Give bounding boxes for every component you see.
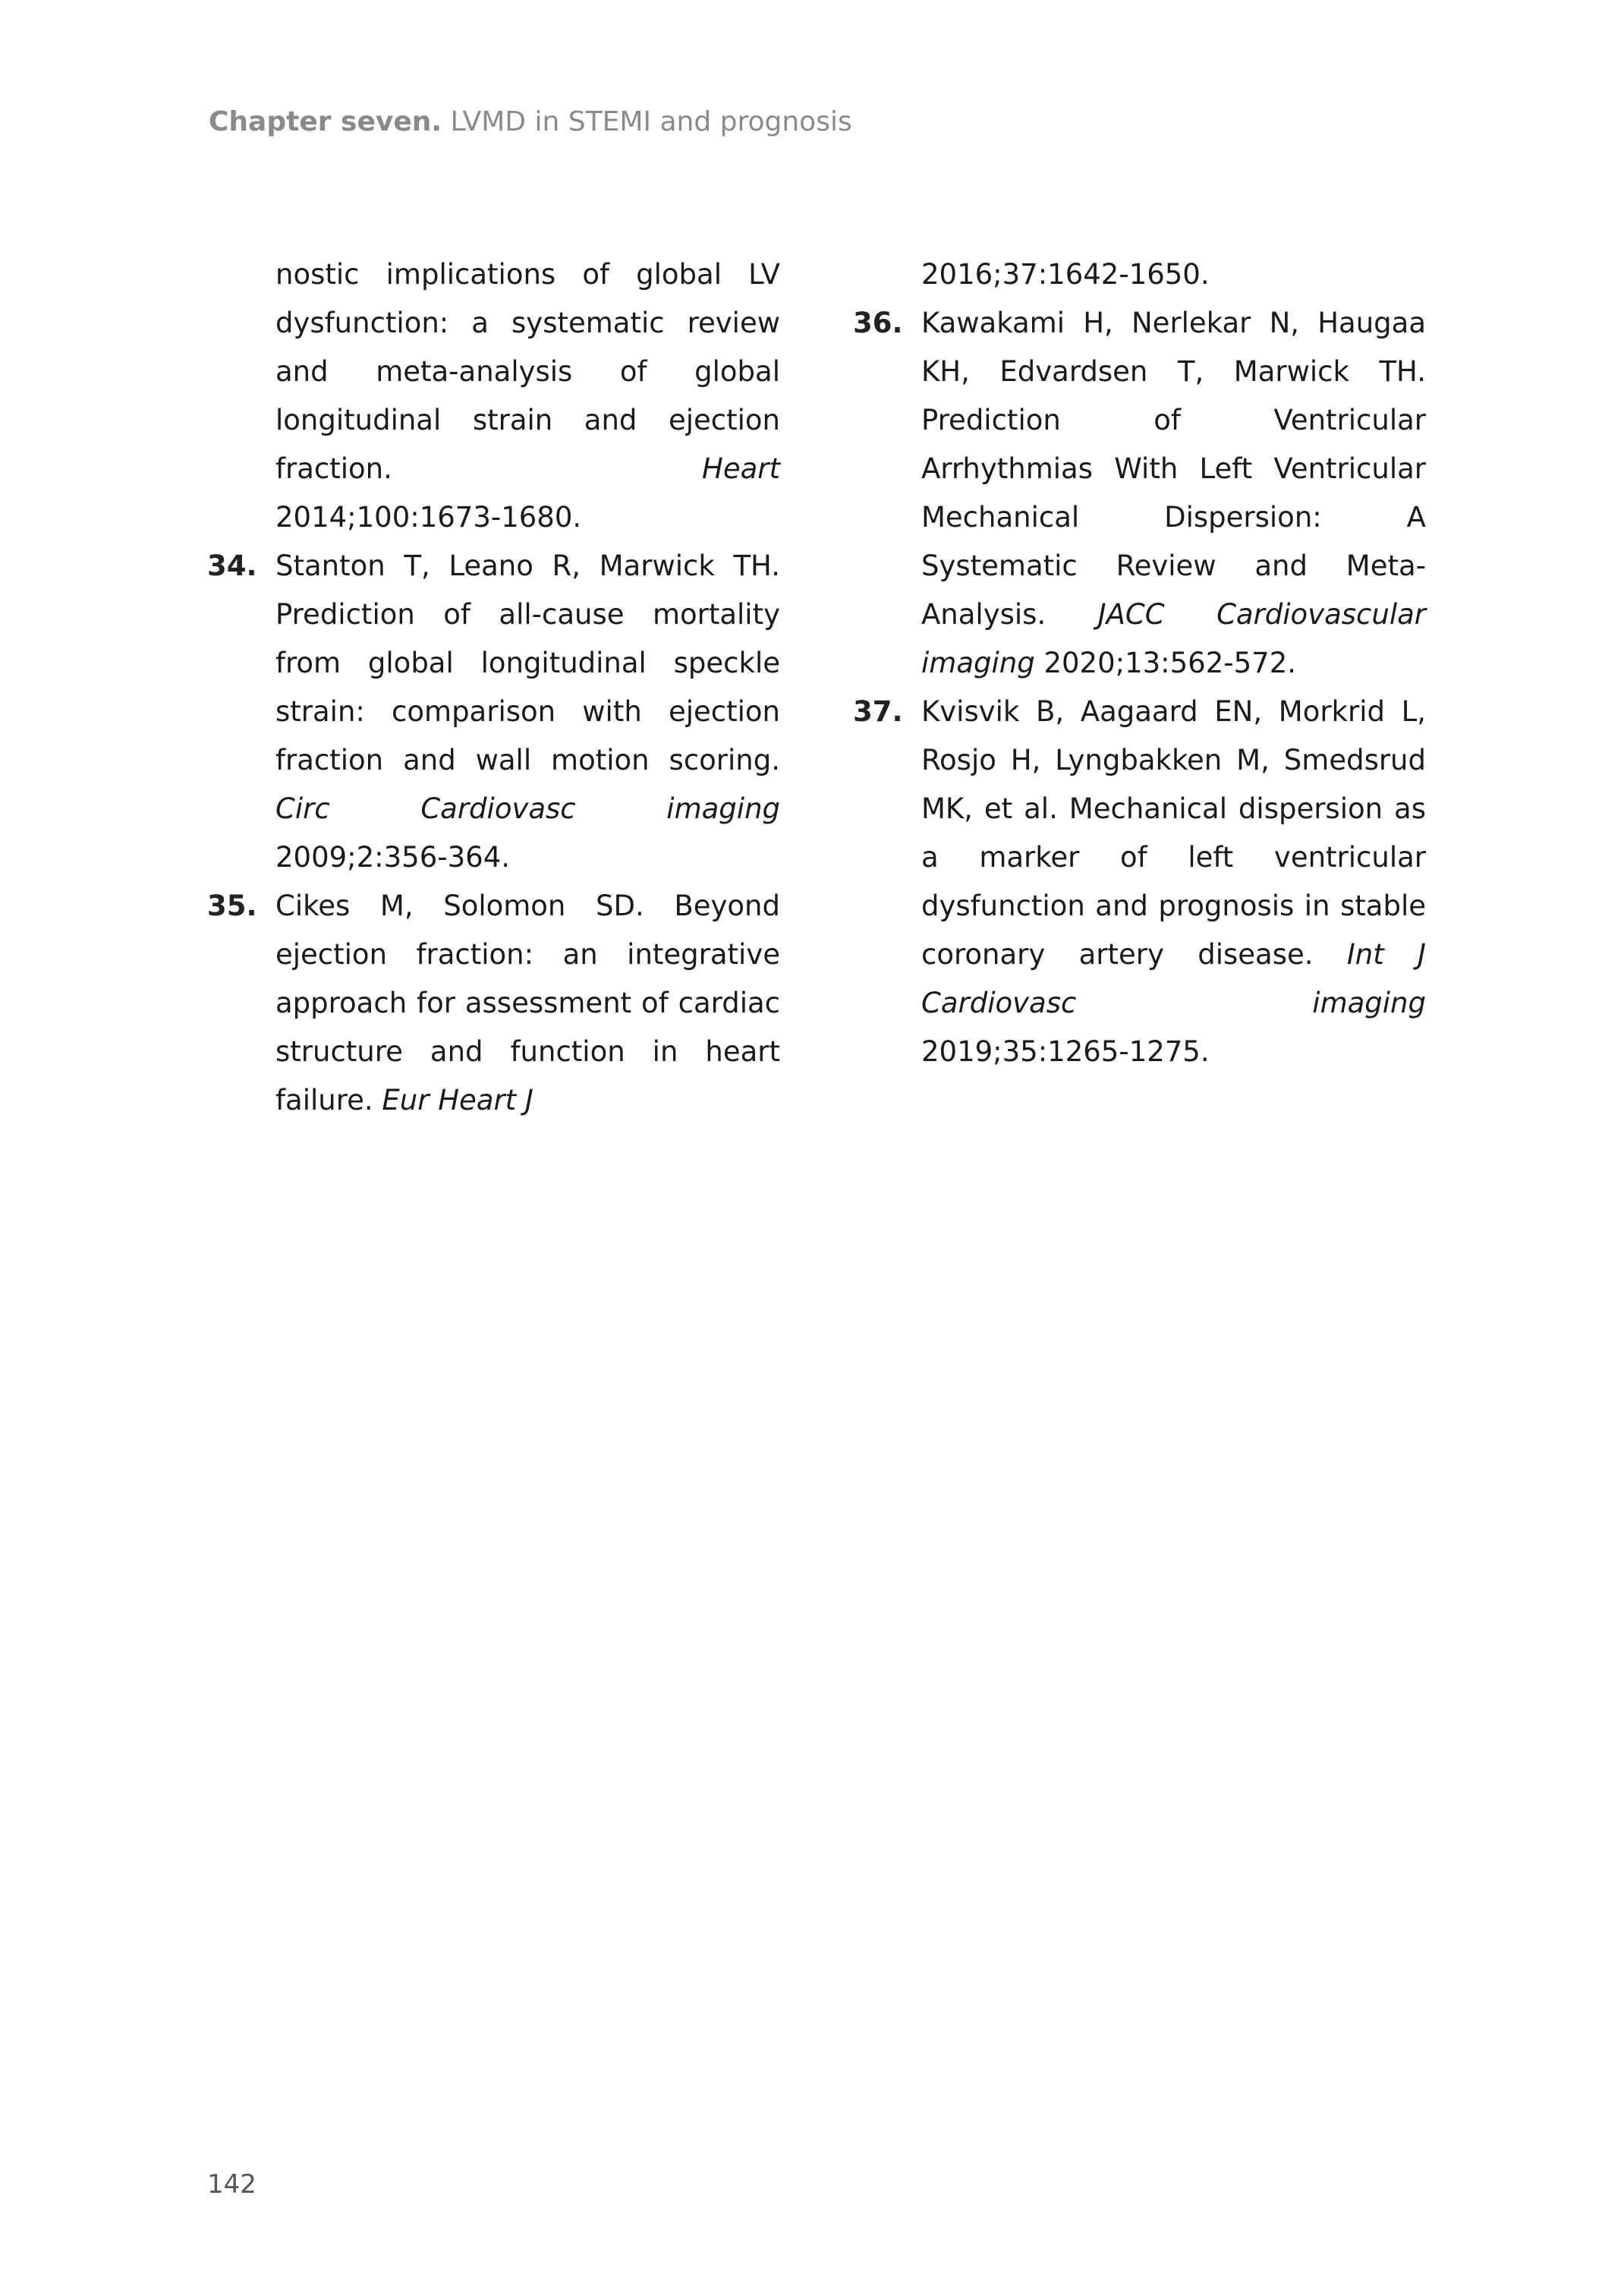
reference-journal: Int J Cardiovasc imaging [921,938,1426,1019]
reference-citation: 2016;37:1642-1650. [921,258,1210,291]
reference-journal: Eur Heart J [382,1084,533,1116]
left-column [207,250,780,1125]
reference-number: 34. [207,550,257,582]
reference-journal: Circ Cardiovasc imaging [275,792,780,825]
chapter-label: Chapter seven. [209,106,442,137]
page-number: 142 [207,2169,257,2200]
reference-37 [853,688,1426,1076]
reference-text: Cikes M, Solomon SD. Beyond ejection fraction: an integrative approach for assessment of cardiac structure and function in heart failure. [275,890,780,1116]
reference-number: 36. [853,307,903,339]
reference-journal: JACC Cardiovascular imaging [921,598,1426,679]
reference-34 [207,542,780,882]
reference-number: 35. [207,890,257,922]
right-column [853,250,1426,1076]
reference-text: Stanton T, Leano R, Marwick TH. Prediction of all-cause mortality from global longitudinal speckle strain: comparison with ejection fraction and wall motion scoring. [275,550,780,776]
reference-text: Kvisvik B, Aagaard EN, Morkrid L, Rosjo H, Lyngbakken M, Smedsrud MK, et al. Mechanical dispersion as a marker of left ventricular dysfunction and prognosis in stable coronary artery disease. [921,695,1426,971]
reference-citation: 2020;13:562-572. [1043,647,1296,679]
reference-text: nostic implications of global LV dysfunction: a systematic review and meta-analysis of global longitudinal strain and ejection fraction. [275,258,780,485]
reference-journal: Heart [702,452,780,485]
reference-number: 37. [853,695,903,728]
chapter-title: LVMD in STEMI and prognosis [450,106,852,137]
reference-citation: 2014;100:1673-1680. [275,501,582,534]
reference-35-continued [853,250,1426,299]
reference-citation: 2019;35:1265-1275. [921,1035,1210,1068]
reference-33-continued [207,250,780,542]
reference-citation: 2009;2:356-364. [275,841,510,874]
reference-35 [207,882,780,1125]
running-head [209,106,852,137]
reference-36 [853,299,1426,688]
reference-text: Kawakami H, Nerlekar N, Haugaa KH, Edvardsen T, Marwick TH. Prediction of Ventricular Arrhythmias With Left Ventricular Mechanical Dispersion: A Systematic Review and Meta-Analysis. [921,307,1426,631]
